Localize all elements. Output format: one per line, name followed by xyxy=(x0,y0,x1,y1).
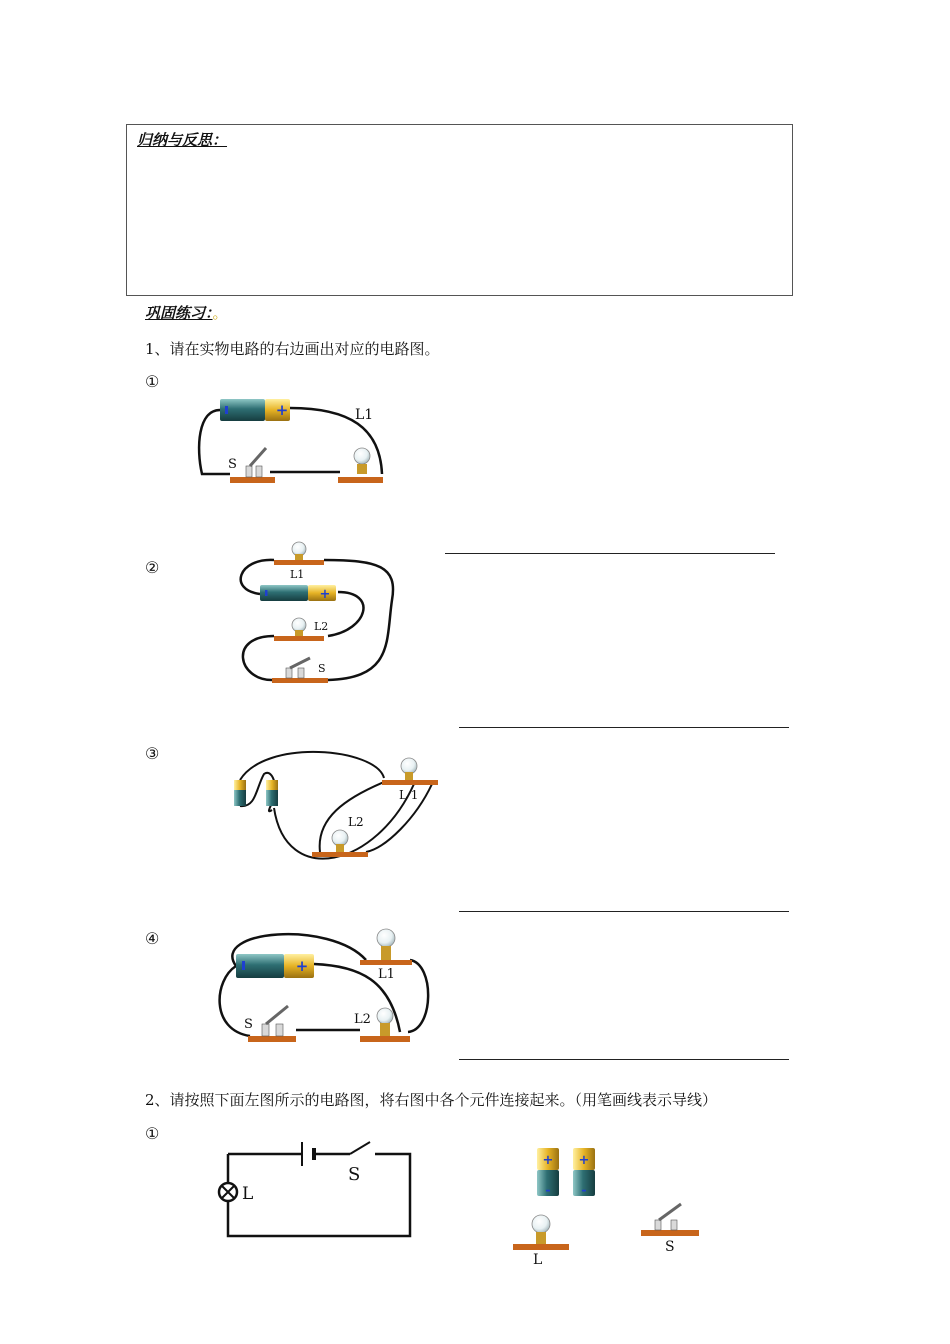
svg-text:+: + xyxy=(542,1153,554,1168)
item-number-1: ① xyxy=(145,372,160,391)
svg-text:-: - xyxy=(545,1183,551,1198)
lamp-symbol xyxy=(219,1183,237,1201)
lamp-icon xyxy=(338,448,383,483)
lamp-label: L1 xyxy=(355,407,374,423)
wire xyxy=(228,1154,410,1236)
item-number-q2: ① xyxy=(145,1124,160,1143)
answer-line xyxy=(459,911,789,912)
lamp-icon xyxy=(274,542,324,565)
switch-label: S xyxy=(318,662,326,675)
schematic-diagram xyxy=(210,1138,420,1242)
switch-symbol xyxy=(350,1142,370,1154)
lamp1-label: L1 xyxy=(378,967,395,982)
wire xyxy=(243,636,274,680)
svg-text:+: + xyxy=(295,957,309,975)
practice-heading-dot: 。 xyxy=(212,304,228,322)
answer-line xyxy=(445,553,775,554)
circuit-diagram-3 xyxy=(226,738,446,873)
battery-icon xyxy=(537,1148,559,1198)
lamp2-label: L2 xyxy=(354,1012,371,1027)
schematic-switch-label: S xyxy=(348,1164,361,1185)
switch-part-label: S xyxy=(665,1239,675,1255)
switch-icon xyxy=(248,1006,296,1042)
battery-icon xyxy=(573,1148,595,1198)
svg-text:+: + xyxy=(319,587,331,602)
switch-icon xyxy=(641,1204,699,1236)
switch-label: S xyxy=(228,457,237,472)
battery-icon xyxy=(236,954,314,978)
item-number-2: ② xyxy=(145,558,160,577)
loose-components xyxy=(505,1140,705,1270)
battery-icon xyxy=(260,585,336,602)
summary-box xyxy=(126,124,793,296)
svg-text:-: - xyxy=(581,1183,587,1198)
lamp2-label: L2 xyxy=(348,815,364,829)
lamp2-label: L2 xyxy=(314,620,329,633)
svg-text:+: + xyxy=(578,1153,590,1168)
answer-line xyxy=(459,727,789,728)
practice-heading-row xyxy=(145,302,228,323)
wire xyxy=(240,752,384,780)
lamp-icon xyxy=(360,929,412,965)
schematic-lamp-label: L xyxy=(242,1184,254,1204)
lamp-icon xyxy=(513,1215,569,1250)
practice-heading: 巩固练习： xyxy=(145,304,213,322)
wire xyxy=(408,960,428,1032)
switch-label: S xyxy=(244,1017,253,1032)
question-1-text: 1、请在实物电路的右边画出对应的电路图。 xyxy=(145,340,440,358)
battery-icon xyxy=(220,399,290,421)
circuit-diagram-4 xyxy=(210,920,440,1050)
answer-line xyxy=(459,1059,789,1060)
summary-heading: 归纳与反思： xyxy=(137,131,228,149)
lamp-icon xyxy=(382,758,438,785)
lamp1-label: L1 xyxy=(290,568,305,581)
lamp-part-label: L xyxy=(533,1252,543,1268)
svg-text:+: + xyxy=(275,401,289,419)
question-2-text: 2、请按照下面左图所示的电路图，将右图中各个元件连接起来。（用笔画线表示导线） xyxy=(145,1091,718,1109)
item-number-4: ④ xyxy=(145,929,160,948)
circuit-diagram-1 xyxy=(190,388,400,498)
lamp1-label: L 1 xyxy=(399,788,419,802)
circuit-diagram-2 xyxy=(228,540,408,690)
item-number-3: ③ xyxy=(145,744,160,763)
